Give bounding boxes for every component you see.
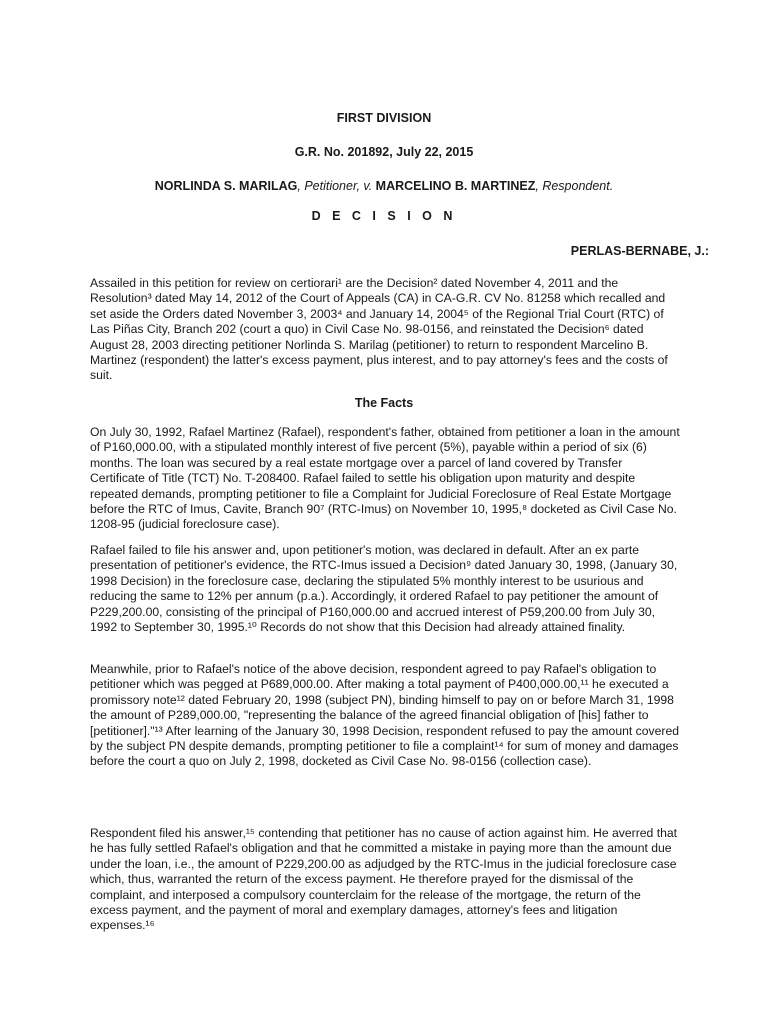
decision-title: D E C I S I O N — [311, 209, 457, 223]
case-number: G.R. No. 201892, July 22, 2015 — [294, 145, 474, 159]
section-heading-facts: The Facts — [354, 396, 414, 410]
respondent-role: , Respondent. — [535, 179, 614, 193]
petitioner-role: , Petitioner, v. — [297, 179, 376, 193]
division-heading: FIRST DIVISION — [336, 111, 432, 125]
ponente: PERLAS-BERNABE, J.: — [570, 244, 709, 258]
paragraph-1: Assailed in this petition for review on certiorari¹ are the Decision² dated November 4, 2011 and the Resolution³ dated May 14, 2012 of the Court of Appeals (CA) in CA-G.R. CV No. 81258 which recalled and set aside the Orders dated November 3, 2003⁴ and January 14, 2004⁵ of the Regional Trial Court (RTC) of Las Piñas City, Branch 202 (court a quo) in Civil Case No. 98-0156, and reinstated the Decision⁶ dated August 28, 2003 directing petitioner Norlinda S. Marilag (petitioner) to return to respondent Marcelino B. Martinez (respondent) the latter's excess payment, plus interest, and to pay attorney's fees and the costs of suit. — [90, 276, 668, 383]
paragraph-3: Rafael failed to file his answer and, upon petitioner's motion, was declared in default. After an ex parte presentation of petitioner's evidence, the RTC-Imus issued a Decision⁹ dated January 30, 1998, (January 30, 1998 Decision) in the foreclosure case, declaring the stipulated 5% monthly interest to be usurious and reducing the same to 12% per annum (p.a.). Accordingly, it ordered Rafael to pay petitioner the amount of P229,200.00, consisting of the principal of P160,000.00 and accrued interest of P59,200.00 from July 30, 1992 to September 30, 1995.¹⁰ Records do not show that this Decision had already attained finality. — [90, 543, 678, 635]
paragraph-4: Meanwhile, prior to Rafael's notice of the above decision, respondent agreed to pay Rafael's obligation to petitioner which was pegged at P689,000.00. After making a total payment of P400,000.00,¹¹ he executed a promissory note¹² dated February 20, 1998 (subject PN), binding himself to pay on or before March 31, 1998 the amount of P289,000.00, "representing the balance of the agreed financial obligation of [his] father to [petitioner]."¹³ After learning of the January 30, 1998 Decision, respondent refused to pay the amount covered by the subject PN despite demands, prompting petitioner to file a complaint¹⁴ for sum of money and damages before the court a quo on July 2, 1998, docketed as Civil Case No. 98-0156 (collection case). — [90, 662, 680, 769]
paragraph-2: On July 30, 1992, Rafael Martinez (Rafael), respondent's father, obtained from petitioner a loan in the amount of P160,000.00, with a stipulated monthly interest of five percent (5%), payable within a period of six (6) months. The loan was secured by a real estate mortgage over a parcel of land covered by Transfer Certificate of Title (TCT) No. T-208400. Rafael failed to settle his obligation upon maturity and despite repeated demands, prompting petitioner to file a Complaint for Judicial Foreclosure of Real Estate Mortgage before the RTC of Imus, Cavite, Branch 90⁷ (RTC-Imus) on November 10, 1995,⁸ docketed as Civil Case No. 1208-95 (judicial foreclosure case). — [90, 425, 680, 532]
respondent-name: MARCELINO B. MARTINEZ — [375, 179, 536, 193]
petitioner-name: NORLINDA S. MARILAG — [154, 179, 298, 193]
case-parties — [0, 179, 768, 193]
paragraph-5: Respondent filed his answer,¹⁵ contending that petitioner has no cause of action against him. He averred that he has fully settled Rafael's obligation and that he committed a mistake in paying more than the amount due under the loan, i.e., the amount of P229,200.00 as adjudged by the RTC-Imus in the judicial foreclosure case which, thus, warranted the return of the excess payment. He therefore prayed for the dismissal of the complaint, and interposed a compulsory counterclaim for the release of the mortgage, the return of the excess payment, and the payment of moral and exemplary damages, attorney's fees and litigation expenses.¹⁶ — [90, 826, 678, 933]
